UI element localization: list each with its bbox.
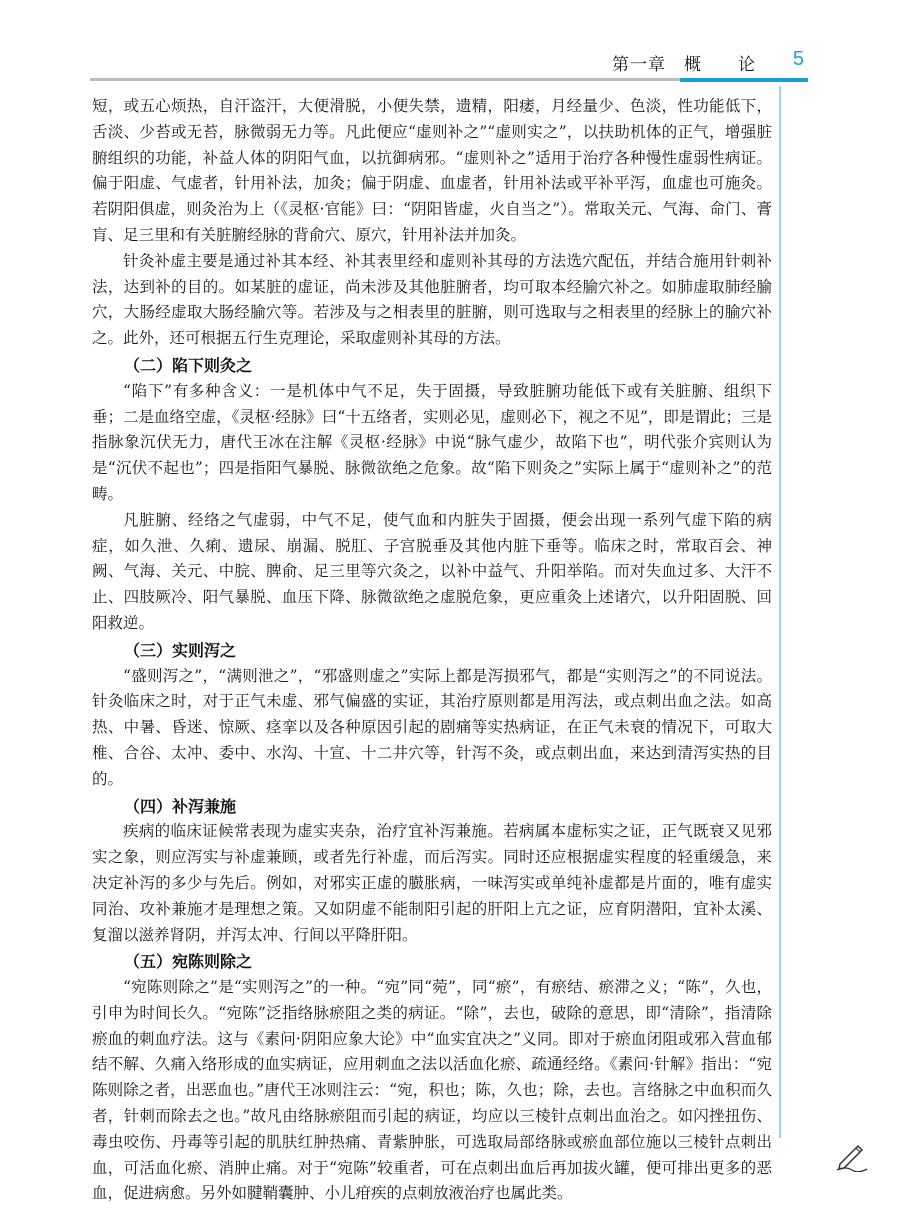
body-text — [92, 94, 772, 1207]
paragraph: 凡脏腑、经络之气虚弱，中气不足，使气血和内脏失于固摄，便会出现一系列气虚下陷的病症，如久泄、久痢、遗尿、崩漏、脱肛、子宫脱垂及其他内脏下垂等。临床之时，常取百会、神阙、气海、关元、中脘、脾俞、足三里等穴灸之，以补中益气、升阳举陷。而对失血过多、大汗不止、四肢厥冷、阳气暴脱、血压下降、脉微欲绝之虚脱危象，更应重灸上述诸穴，以升阳固脱、回阳救逆。 — [92, 510, 772, 632]
header-accent-rule — [680, 78, 808, 82]
pen-icon — [834, 1142, 870, 1172]
section-heading: （二）陷下则灸之 — [124, 355, 253, 375]
paragraph: “盛则泻之”，“满则泄之”，“邪盛则虚之”实际上都是泻损邪气，都是“实则泻之”的不同说法。针灸临床之时，对于正气未虚、邪气偏盛的实证，其治疗原则都是用泻法，或点刺出血之法。如高热、中暑、昏迷、惊厥、痉挛以及各种原因引起的剧痛等实热病证，在正气未衰的情况下，可取大椎、合谷、太冲、委中、水沟、十宣、十二井穴等，针泻不灸，或点刺出血，来达到清泻实热的目的。 — [92, 666, 772, 788]
margin-rule — [779, 86, 781, 1138]
section-heading: （五）宛陈则除之 — [124, 952, 253, 972]
running-header — [90, 48, 808, 80]
paragraph: 短，或五心烦热，自汗盗汗，大便滑脱，小便失禁，遗精，阳痿，月经量少、色淡，性功能低下，舌淡、少苔或无苔，脉微弱无力等。凡此便应“虚则补之”“虚则实之”，以扶助机体的正气，增强脏腑组织的功能，补益人体的阴阳气血，以抗御病邪。“虚则补之”适用于治疗各种慢性虚弱性病证。偏于阳虚、气虚者，针用补法，加灸；偏于阴虚、血虚者，针用补法或平补平泻，血虚也可施灸。若阴阳俱虚，则灸治为上（《灵枢·官能》曰：“阴阳皆虚，火自当之”）。常取关元、气海、命门、膏肓、足三里和有关脏腑经脉的背俞穴、原穴，针用补法并加灸。 — [92, 97, 772, 244]
paragraph: 针灸补虚主要是通过补其本经、补其表里经和虚则补其母的方法选穴配伍，并结合施用针刺补法，达到补的目的。如某脏的虚证，尚未涉及其他脏腑者，均可取本经腧穴补之。如肺虚取肺经腧穴，大肠经虚取大肠经腧穴等。若涉及与之相表里的脏腑，则可选取与之相表里的经脉上的腧穴补之。此外，还可根据五行生克理论，采取虚则补其母的方法。 — [92, 251, 772, 348]
chapter-title: 第一章 概 论 — [612, 55, 756, 75]
section-heading: （四）补泻兼施 — [124, 796, 237, 816]
paragraph: 疾病的临床证候常表现为虚实夹杂，治疗宜补泻兼施。若病属本虚标实之证，正气既衰又见邪实之象，则应泻实与补虚兼顾，或者先行补虚，而后泻实。同时还应根据虚实程度的轻重缓急，来决定补泻的多少与先后。例如，对邪实正虚的臌胀病，一味泻实或单纯补虚都是片面的，唯有虚实同治、攻补兼施才是理想之策。又如阴虚不能制阳引起的肝阳上亢之证，应育阴潜阳，宜补太溪、复溜以滋养肾阴，并泻太冲、行间以平降肝阳。 — [92, 822, 772, 944]
paragraph: “宛陈则除之”是“实则泻之”的一种。“宛”同“菀”，同“瘀”，有瘀结、瘀滞之义；“陈”，久也，引申为时间长久。“宛陈”泛指络脉瘀阻之类的病证。“除”，去也，破除的意思，即“清除”，指清除瘀血的刺血疗法。这与《素问·阴阳应象大论》中“血实宜决之”义同。即对于瘀血闭阻或邪入营血郁结不解、久痛入络形成的血实病证，应用刺血之法以活血化瘀、疏通经络。《素问·针解》指出：“宛陈则除之者，出恶血也。”唐代王冰则注云：“宛，积也；陈，久也；除，去也。言络脉之中血积而久者，针刺而除去之也。”故凡由络脉瘀阻而引起的病证，均应以三棱针点刺出血治之。如闪挫扭伤、毒虫咬伤、丹毒等引起的肌肤红肿热痛、青紫肿胀，可选取局部络脉或瘀血部位施以三棱针点刺出血，可活血化瘀、消肿止痛。对于“宛陈”较重者，可在点刺出血后再加拔火罐，便可排出更多的恶血，促进病愈。另外如腱鞘囊肿、小儿疳疾的点刺放液治疗也属此类。 — [92, 978, 772, 1203]
section-heading: （三）实则泻之 — [124, 640, 237, 660]
page-number: 5 — [792, 48, 804, 70]
paragraph: “陷下”有多种含义：一是机体中气不足，失于固摄，导致脏腑功能低下或有关脏腑、组织下垂；二是血络空虚，《灵枢·经脉》曰“十五络者，实则必见，虚则必下，视之不见”，即是谓此；三是指脉象沉伏无力，唐代王冰在注解《灵枢·经脉》中说“脉气虚少，故陷下也”，明代张介宾则认为是“沉伏不起也”；四是指阳气暴脱、脉微欲绝之危象。故“陷下则灸之”实际上属于“虚则补之”的范畴。 — [92, 381, 772, 503]
